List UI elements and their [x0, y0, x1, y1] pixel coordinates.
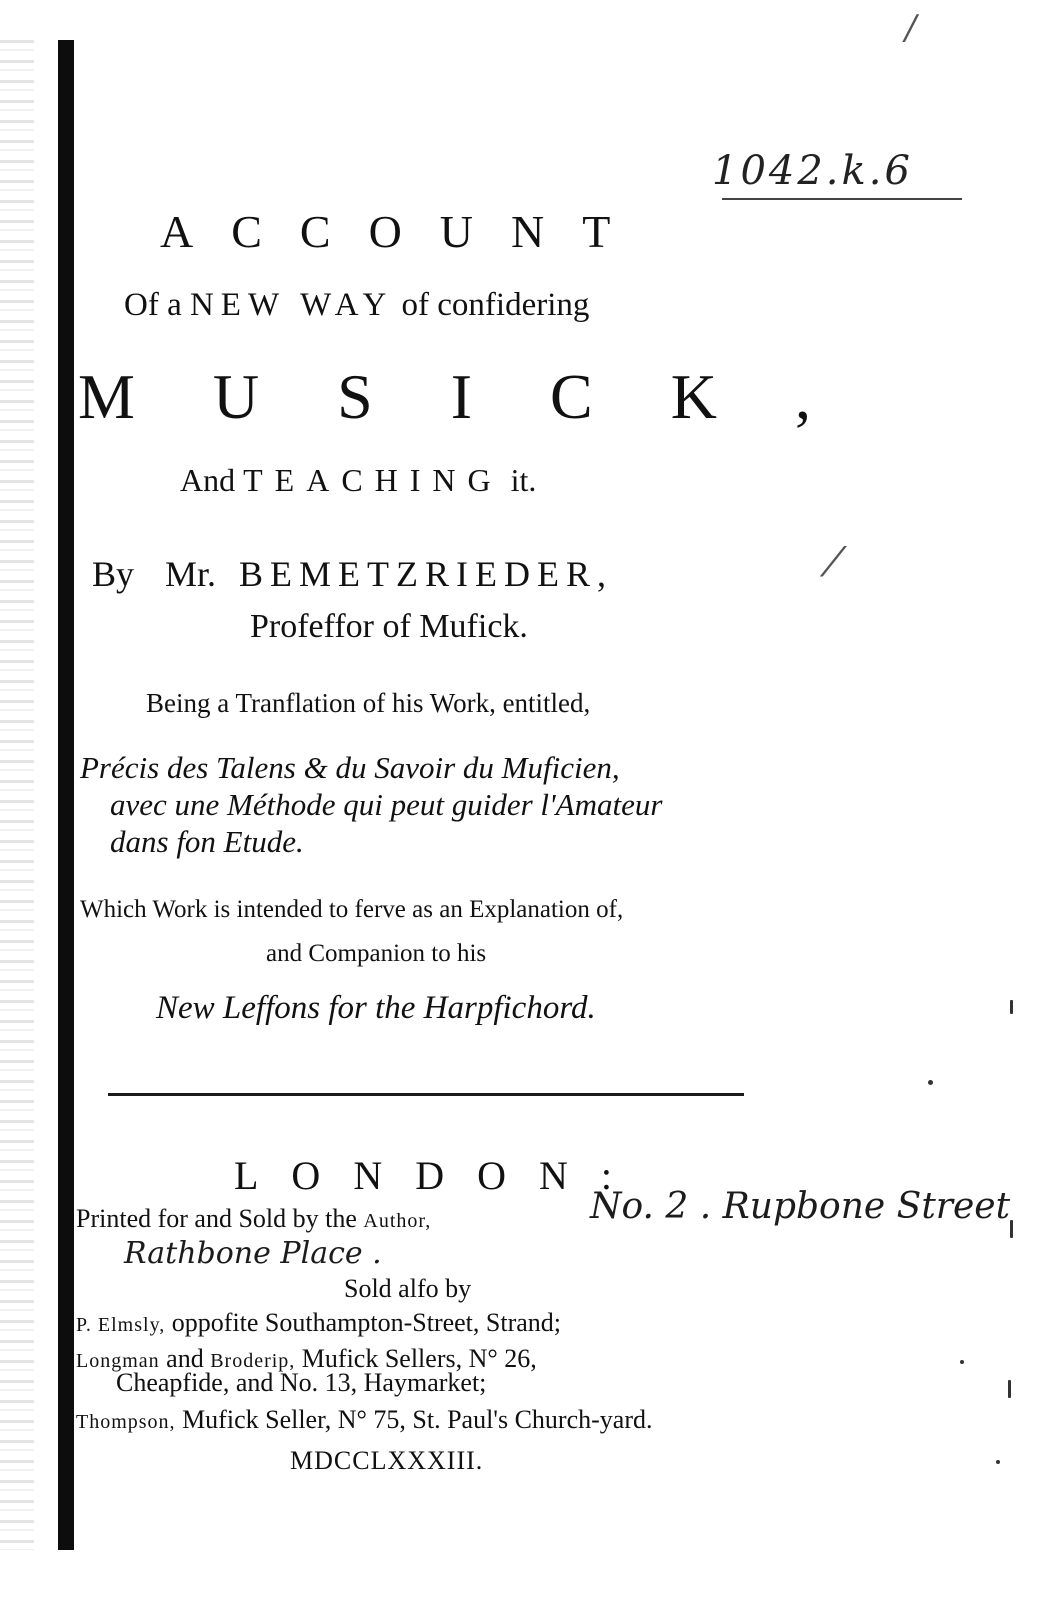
printed-author: Author,	[363, 1210, 432, 1232]
pencil-mark: ⁄	[830, 540, 837, 586]
seller2-and: and	[159, 1344, 211, 1373]
seller3-rest: Mufick Seller, N° 75, St. Paul's Church-yard.	[175, 1405, 653, 1434]
subtitle-pre: Of a	[124, 287, 190, 323]
handwritten-address-line2: Rathbone Place .	[124, 1236, 382, 1271]
author-byline	[92, 553, 613, 595]
handwritten-address-line1: No. 2 . Rupbone Street	[590, 1186, 1011, 1227]
sold-also: Sold alfo by	[344, 1274, 472, 1303]
pencil-mark: /	[905, 8, 917, 48]
divider-rule	[108, 1093, 744, 1096]
seller-longman-line2: Cheapfide, and No. 13, Haymarket;	[116, 1368, 487, 1397]
seller1-rest: oppofite Southampton-Street, Strand;	[165, 1308, 562, 1337]
title-musick: MUSICK,	[78, 361, 889, 432]
title-subtitle	[124, 287, 589, 324]
seller-thompson	[76, 1405, 653, 1435]
teaching-pre: And	[180, 462, 244, 498]
scan-speck	[1008, 1380, 1011, 1398]
explanation-line1: Which Work is intended to ferve as an Explanation of,	[80, 896, 624, 923]
seller-elmsly	[76, 1308, 561, 1338]
scan-speck	[928, 1080, 933, 1085]
shelfmark-underline	[722, 198, 962, 200]
scan-speck	[1010, 1220, 1013, 1238]
translation-intro: Being a Tranflation of his Work, entitled,	[146, 688, 591, 718]
teaching-caps: TEACHING	[243, 462, 503, 498]
author-name: BEMETZRIEDER,	[239, 554, 614, 594]
french-title-line2: avec une Méthode qui peut guider l'Amateur	[110, 787, 663, 822]
shelfmark-annotation: 1042.k.6	[712, 148, 913, 194]
teaching-post: it.	[502, 462, 537, 498]
seller2-name: Longman	[76, 1350, 160, 1372]
imprint-year: MDCCLXXXIII.	[290, 1446, 484, 1475]
imprint-city: LONDON:	[234, 1153, 645, 1198]
seller2-rest: Mufick Sellers, N° 26,	[295, 1344, 537, 1373]
french-title-line1: Précis des Talens & du Savoir du Muficien,	[80, 750, 620, 785]
imprint-printed	[76, 1204, 431, 1234]
subtitle-post: of confidering	[393, 287, 590, 323]
french-title-line3: dans fon Etude.	[110, 824, 304, 859]
subtitle-caps: NEW WAY	[189, 287, 394, 323]
title-account: ACCOUNT	[160, 206, 649, 257]
seller2-name2: Broderip,	[210, 1350, 296, 1372]
seller1-name: P. Elmsly,	[76, 1314, 166, 1336]
lessons-title: New Leffons for the Harpfichord.	[156, 990, 596, 1026]
author-profession: Profeffor of Mufick.	[250, 608, 528, 645]
byline-by: By	[92, 554, 135, 594]
scan-speck	[1010, 1000, 1013, 1014]
byline-mr: Mr.	[165, 554, 217, 594]
scan-speck	[996, 1460, 1000, 1464]
explanation-line2: and Companion to his	[266, 940, 487, 967]
seller3-name: Thompson,	[76, 1411, 176, 1433]
title-teaching	[180, 462, 536, 499]
scan-edge-shadow	[0, 40, 34, 1550]
printed-pre: Printed for and Sold by the	[76, 1204, 364, 1233]
scan-speck	[960, 1360, 964, 1364]
binding-gutter	[58, 40, 74, 1550]
